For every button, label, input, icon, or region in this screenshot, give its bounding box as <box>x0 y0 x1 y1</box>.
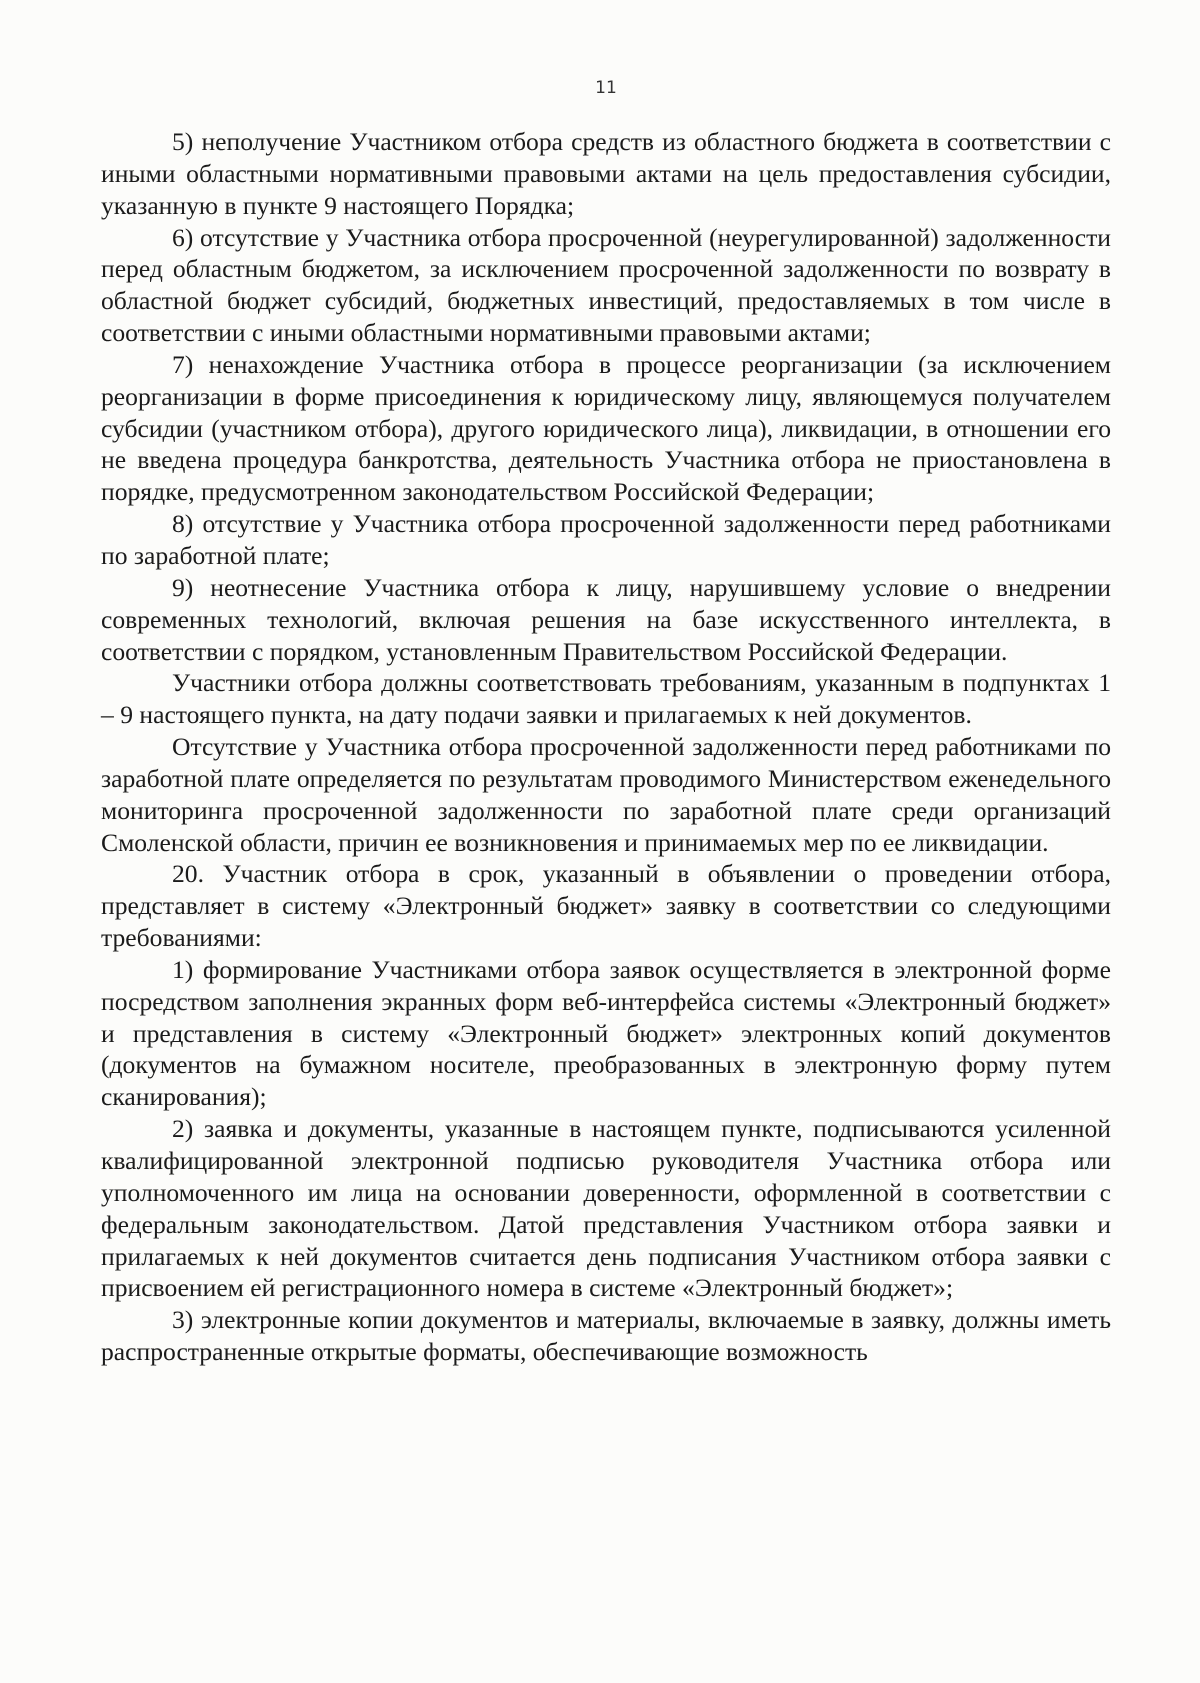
paragraph-item-9: 9) неотнесение Участника отбора к лицу, нарушившему условие о внедрении современных технологий, включая решения на базе искусственного интеллекта, в соответствии с порядком, установленным Правительством Российской Федерации. <box>101 572 1111 666</box>
paragraph-20-item-3: 3) электронные копии документов и материалы, включаемые в заявку, должны иметь распространенные открытые форматы, обеспечивающие возможность <box>101 1305 1111 1367</box>
page-number: 11 <box>595 78 617 98</box>
document-body <box>101 126 1111 1368</box>
paragraph-requirements-note: Участники отбора должны соответствовать требованиям, указанным в подпунктах 1 – 9 настоящего пункта, на дату подачи заявки и прилагаемых к ней документов. <box>101 668 1111 730</box>
paragraph-item-8: 8) отсутствие у Участника отбора просроченной задолженности перед работниками по заработной плате; <box>101 509 1111 570</box>
paragraph-item-6: 6) отсутствие у Участника отбора просроченной (неурегулированной) задолженности перед областным бюджетом, за исключением просроченной задолженности по возврату в областной бюджет субсидий, бюджетных инвестиций, предоставляемых в том числе в соответствии с иными областными нормативными правовыми актами; <box>101 222 1111 348</box>
paragraph-debt-monitoring: Отсутствие у Участника отбора просроченной задолженности перед работниками по заработной плате определяется по результатам проводимого Министерством еженедельного мониторинга просроченной задолженности по заработной плате среди организаций Смоленской области, причин ее возникновения и принимаемых мер по ее ликвидации. <box>101 732 1111 857</box>
paragraph-20-item-1: 1) формирование Участниками отбора заявок осуществляется в электронной форме посредством заполнения экранных форм веб-интерфейса системы «Электронный бюджет» и представления в систему «Электронный бюджет» электронных копий документов (документов на бумажном носителе, преобразованных в электронную форму путем сканирования); <box>101 954 1111 1112</box>
paragraph-item-5: 5) неполучение Участником отбора средств из областного бюджета в соответствии с иными областными нормативными правовыми актами на цель предоставления субсидии, указанную в пункте 9 настоящего Порядка; <box>101 127 1111 220</box>
paragraph-item-7: 7) ненахождение Участника отбора в процессе реорганизации (за исключением реорганизации в форме присоединения к юридическому лицу, являющемуся получателем субсидии (участником отбора), другого юридического лица), ликвидации, в отношении его не введена процедура банкротства, деятельность Участника отбора не приостановлена в порядке, предусмотренном законодательством Российской Федерации; <box>101 349 1111 507</box>
paragraph-section-20: 20. Участник отбора в срок, указанный в объявлении о проведении отбора, представляет в систему «Электронный бюджет» заявку в соответствии со следующими требованиями: <box>101 859 1111 953</box>
paragraph-20-item-2: 2) заявка и документы, указанные в настоящем пункте, подписываются усиленной квалифицированной электронной подписью руководителя Участника отбора или уполномоченного им лица на основании доверенности, оформленной в соответствии с федеральным законодательством. Датой представления Участником отбора заявки и прилагаемых к ней документов считается день подписания Участником отбора заявки с присвоением ей регистрационного номера в системе «Электронный бюджет»; <box>101 1114 1111 1303</box>
